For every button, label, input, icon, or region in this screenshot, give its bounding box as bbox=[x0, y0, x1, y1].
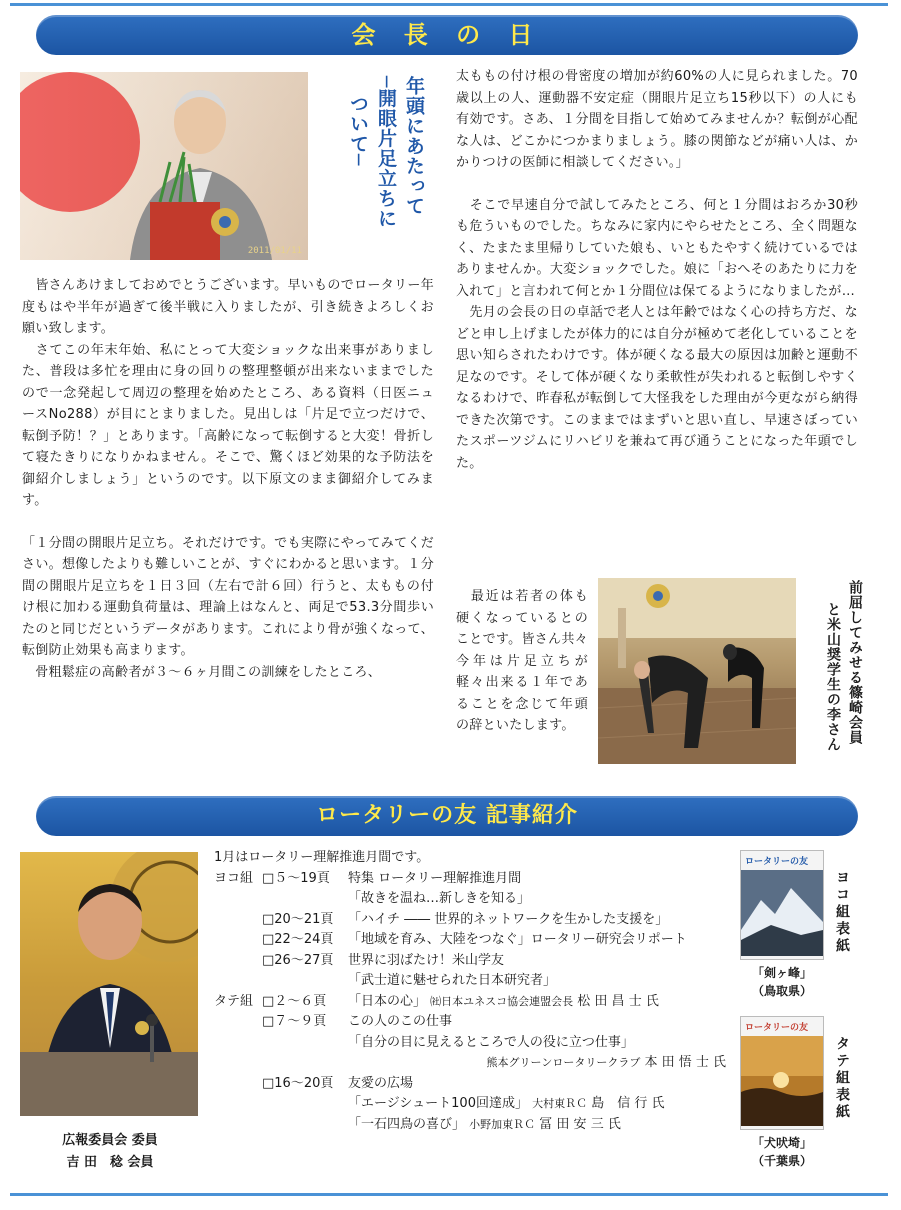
item-text: 「故きを温ね…新しきを知る」 bbox=[348, 891, 531, 906]
cover1-caption bbox=[736, 964, 828, 1000]
author-name: 冨 田 安 三 氏 bbox=[539, 1116, 621, 1132]
author-affiliation: 小野加東ＲＣ bbox=[469, 1117, 536, 1131]
committee-member-photo-art bbox=[20, 852, 198, 1116]
cover1-label: ヨコ組表紙 bbox=[834, 870, 850, 955]
intro-line bbox=[214, 848, 734, 869]
author-affiliation: ㈳日本ユネスコ協会連盟会長 bbox=[430, 994, 574, 1008]
magazine-cover-yoko bbox=[740, 850, 824, 960]
pages: □22〜24頁 bbox=[262, 932, 334, 947]
forward-bend-caption bbox=[806, 580, 866, 770]
pages: □26〜27頁 bbox=[262, 952, 334, 968]
cover1-title: 「剣ヶ峰」 bbox=[751, 966, 812, 980]
pages: □２〜６頁 bbox=[262, 993, 327, 1009]
item-text: 「ハイチ ―― 世界的ネットワークを生かした支援を」 bbox=[348, 911, 669, 927]
paragraph: さてこの年末年始、私にとって大変ショックな出来事がありました、普段は多忙を理由に身の回りの整理整頓が出来ないままでしたので一念発起して周辺の整理を始めたところ、ある資料（日医ニュースNo288）が目にとまりました。見出しは「片足で立つだけで、転倒予防！？」とあります。「高齢になって転倒すると大変！骨折して寝たきりになりかねません。そこで、驚くほど効果的な予防法を御紹介しましょう」というのです。以下原文のまま御紹介してみます。 bbox=[22, 342, 434, 508]
cover-mountain-art bbox=[741, 870, 823, 956]
committee-member-caption bbox=[30, 1130, 190, 1174]
list-item bbox=[214, 1033, 734, 1054]
caption-role: 広報委員会 委員 bbox=[62, 1133, 158, 1148]
closing-text: 最近は若者の体も硬くなっているとのことです。皆さん共々今年は片足立ちが軽々出来る１年であることを念じて年頭の辞といたします。 bbox=[456, 589, 588, 733]
photo-date-stamp: 2011/01/11 bbox=[247, 246, 302, 256]
president-photo-art bbox=[20, 72, 308, 260]
cover2-label: タテ組表紙 bbox=[834, 1036, 850, 1121]
paragraph: 先月の会長の日の卓話で老人とは年齢ではなく心の持ち方だ、などと申し上げましたが体力的には自分が極めて老化していることを思い知らされたわけです。体が硬くなる最大の原因は加齢と運動不足なのです。そして体が硬くなり柔軟性が失われると転倒しやすくなるわけで、昨春私が転倒して大怪我をした理由が今更ながら納得できた次第です。このままではまずいと思い直し、早速さぼっていたスポーツジムにリハビリを兼ねて再び通うことになった年頭でした。 bbox=[456, 305, 858, 471]
quote-paragraph: 「１分間の開眼片足立ち。それだけです。でも実際にやってみてください。想像したよりも難しいことが、すぐにわかると思います。１分間の開眼片足立ちを１日３回（左右で計６回）行うと、太ももの付け根に加わる運動負荷量は、理論上はなんと、両足で53.3分間歩いたのと同じだというデータがあります。これにより骨が強くなって、転倒防止効果も高まります。 bbox=[22, 535, 434, 658]
paragraph: そこで早速自分で試してみたところ、何と１分間はおろか30秒も危ういものでした。ちなみに家内にやらせたところ、全く問題なく、たまたま里帰りしていた娘も、いともたやすく続けているではありませんか。大変ショックでした。娘に「おへそのあたりに力を入れて」と言われて何とか１分間位は保てるようになりましたが… bbox=[456, 197, 858, 299]
item-text: 「自分の目に見えるところで人の役に立つ仕事」 bbox=[348, 1034, 634, 1050]
committee-member-photo bbox=[20, 852, 198, 1116]
list-item bbox=[214, 1012, 734, 1033]
cover1-place: （鳥取県） bbox=[751, 984, 812, 998]
list-item bbox=[214, 951, 734, 972]
list-item bbox=[214, 1053, 734, 1074]
list-item bbox=[214, 889, 734, 910]
author-name: 松 田 昌 士 氏 bbox=[577, 993, 659, 1009]
article-heading bbox=[308, 76, 428, 272]
pages: □20〜21頁 bbox=[262, 911, 334, 927]
list-item bbox=[214, 1074, 734, 1095]
list-item bbox=[214, 910, 734, 931]
pages: □７〜９頁 bbox=[262, 1014, 327, 1029]
article-right-column bbox=[456, 66, 858, 474]
list-item bbox=[214, 992, 734, 1013]
forward-bend-photo bbox=[598, 578, 796, 764]
item-text: 「武士道に魅せられた日本研究者」 bbox=[348, 973, 557, 988]
list-item bbox=[214, 1115, 734, 1136]
list-item bbox=[214, 869, 734, 890]
cover-sunrise-art bbox=[741, 1036, 823, 1126]
item-text: 世界に羽ばたけ！米山学友 bbox=[348, 952, 505, 968]
caption-line-1: 前屈してみせる篠崎会員 bbox=[847, 580, 863, 745]
heading-line-2: ─開眼片足立ちに bbox=[375, 76, 397, 229]
intro-text: 1月はロータリー理解推進月間です。 bbox=[214, 850, 430, 865]
item-text: 特集 ロータリー理解推進月間 bbox=[348, 870, 522, 886]
heading-line-1: 年頭にあたって bbox=[403, 76, 425, 216]
item-text: 「地域を育み、大陸をつなぐ」ロータリー研究会リポート bbox=[348, 932, 687, 947]
pages: □16〜20頁 bbox=[262, 1075, 334, 1091]
section-banner-president-day: 会 長 の 日 bbox=[36, 15, 858, 55]
bottom-rule bbox=[10, 1193, 888, 1196]
president-photo bbox=[20, 72, 308, 260]
author-name: 本 田 悟 士 氏 bbox=[644, 1055, 726, 1070]
paragraph: 皆さんあけましておめでとうございます。早いものでロータリー年度もはや半年が過ぎて後半戦に入りましたが、引き続きよろしくお願い致します。 bbox=[22, 278, 434, 336]
author-affiliation: 熊本グリーンロータリークラブ bbox=[486, 1056, 641, 1069]
heading-line-3: ついて─ bbox=[347, 94, 369, 167]
list-item bbox=[214, 930, 734, 951]
group-label: タテ組 bbox=[214, 993, 254, 1009]
item-text: 友愛の広場 bbox=[348, 1075, 414, 1091]
forward-bend-photo-art bbox=[598, 578, 796, 764]
caption-name: 吉 田 稔 会員 bbox=[66, 1155, 154, 1170]
paragraph: 骨粗鬆症の高齢者が３〜６ヶ月間この訓練をしたところ、 bbox=[22, 664, 382, 680]
closing-paragraph bbox=[456, 586, 588, 737]
paragraph: 太ももの付け根の骨密度の増加が約60%の人に見られました。70歳以上の人、運動器不安定症（開眼片足立ち15秒以下）の人にも有効です。さあ、１分間を目指して始めてみませんか？転倒が心配な人は、どこかにつかまりましょう。膝の関節などが痛い人は、かかりつけの医師に相談してください。」 bbox=[456, 69, 858, 170]
item-text: 「エージシュート100回達成」 bbox=[348, 1096, 528, 1111]
magazine-cover-tate bbox=[740, 1016, 824, 1130]
cover-masthead: ロータリーの友 bbox=[745, 1023, 809, 1033]
group-label: ヨコ組 bbox=[214, 870, 254, 886]
cover2-caption bbox=[736, 1134, 828, 1170]
caption-line-2: と米山奨学生の李さん bbox=[825, 602, 841, 752]
cover2-place: （千葉県） bbox=[751, 1154, 812, 1168]
list-item bbox=[214, 1094, 734, 1115]
item-text: この人のこの仕事 bbox=[348, 1014, 453, 1029]
list-item bbox=[214, 971, 734, 992]
cover2-title: 「犬吠埼」 bbox=[751, 1136, 812, 1150]
pages: □５〜19頁 bbox=[262, 870, 330, 886]
article-list bbox=[214, 848, 734, 1135]
cover-masthead: ロータリーの友 bbox=[745, 857, 809, 867]
item-text: 「一石四鳥の喜び」 bbox=[348, 1116, 466, 1132]
article-left-column bbox=[22, 275, 434, 683]
section-banner-rotary-friend: ロータリーの友 記事紹介 bbox=[36, 796, 858, 836]
top-rule bbox=[10, 3, 888, 6]
author-affiliation: 大村東ＲＣ bbox=[532, 1097, 588, 1110]
item-text: 「日本の心」 bbox=[348, 993, 427, 1009]
author-name: 島 信 行 氏 bbox=[591, 1096, 665, 1111]
